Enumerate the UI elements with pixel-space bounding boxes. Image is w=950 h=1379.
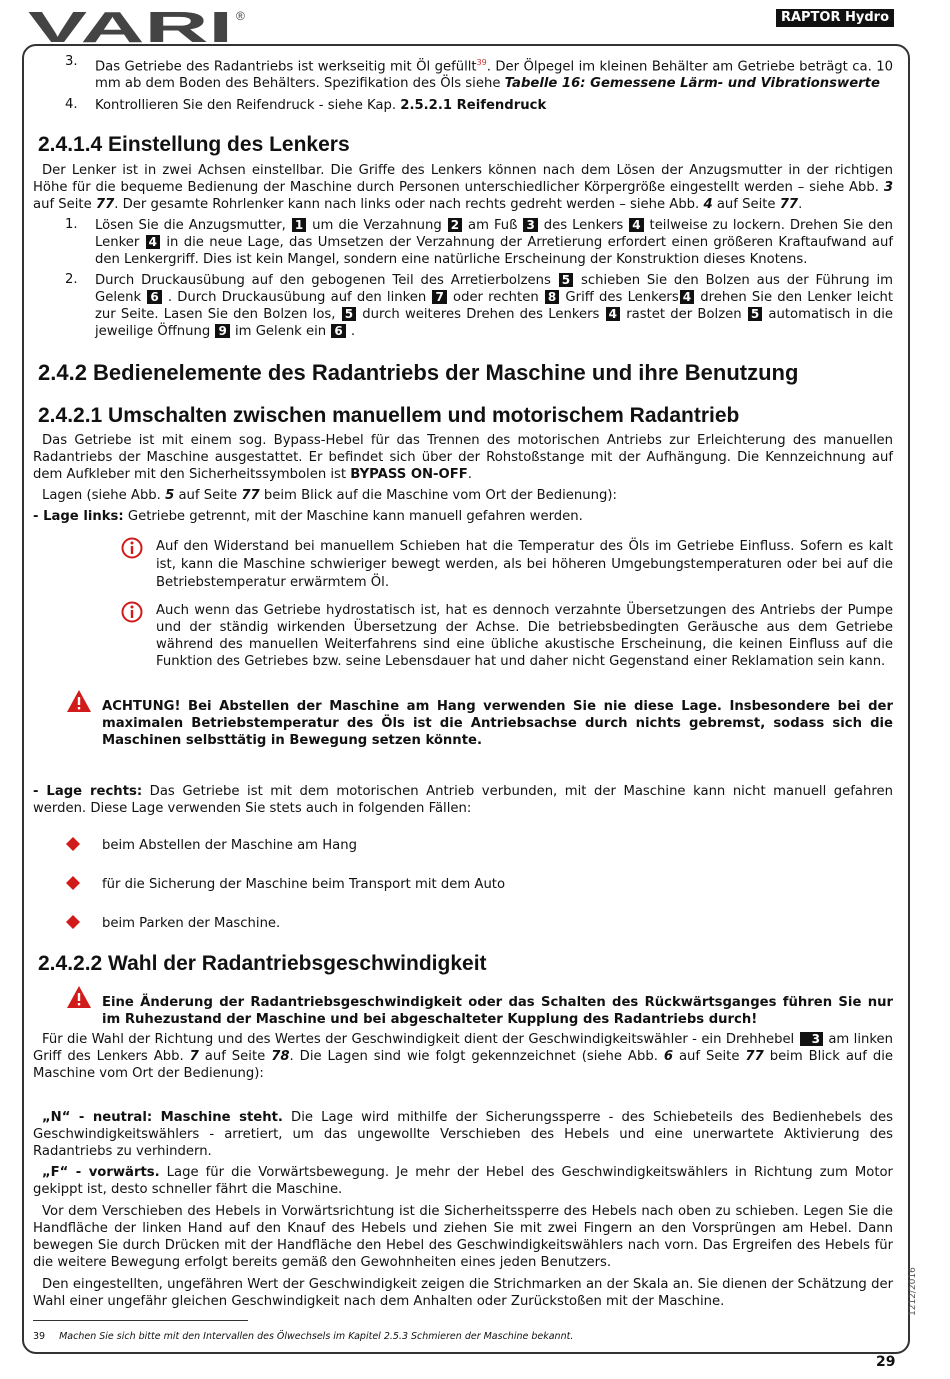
logo-registered: ® — [236, 9, 245, 23]
callout-number: 5 — [559, 273, 573, 287]
page-content — [33, 52, 893, 1310]
model-badge: RAPTOR Hydro — [776, 9, 894, 27]
footnote: 39 Machen Sie sich bitte mit den Intervallen des Ölwechsels im Kapitel 2.5.3 Schmieren der Maschine bekannt. — [33, 1331, 574, 1342]
paragraph: Das Getriebe ist mit einem sog. Bypass-Hebel für das Trennen des motorischen Antriebs zur Erleichterung des manuellen Radantriebs der Maschine ausgestattet. Er befindet sich über der Rohstoßstange mit der Aufhängung. Die Kennzeichnung auf dem Aufkleber mit den Sicherheitssymbolen ist BYPASS ON-OFF. — [33, 433, 893, 483]
warning-note: Eine Änderung der Radantriebsgeschwindigkeit oder das Schalten des Rückwärtsganges führen Sie nur im Ruhezustand der Maschine und bei abgeschalteter Kupplung des Radantriebs durch! — [33, 994, 893, 1028]
logo-text: VARI — [28, 8, 234, 44]
list-item: 1. Lösen Sie die Anzugsmutter, 1 um die Verzahnung 2 am Fuß 3 des Lenkers 4 teilweise zu lockern. Drehen Sie den Lenker 4 in die neue Lage, das Umsetzen der Verzahnung der Arretierung erfordert einen größeren Kraftaufwand auf den Lenkergriff. Dies ist kein Mangel, sondern eine natürliche Erscheinung der Konstruktion dieses Knotens. — [65, 217, 893, 268]
callout-number: 3 — [800, 1032, 823, 1046]
list-item: 2. Durch Druckausübung auf den gebogenen Teil des Arretierbolzens 5 schieben Sie den Bolzen aus der Führung im Gelenk 6 . Durch Druckausübung auf den linken 7 oder rechten 8 Griff des Lenkers 4 drehen Sie den Lenker leicht zur Seite. Lasen Sie den Bolzen los, 5 durch weiteres Drehen des Lenkers 4 rastet der Bolzen 5 automatisch in die jeweilige Öffnung 9 im Gelenk ein 6 . — [65, 272, 894, 340]
list-item: beim Abstellen der Maschine am Hang — [33, 837, 893, 854]
info-icon — [121, 537, 143, 559]
callout-number: 7 — [432, 290, 446, 304]
callout-number: 9 — [215, 324, 229, 338]
footnote-ref[interactable]: 39 — [476, 58, 487, 67]
callout-number: 4 — [680, 290, 694, 304]
paragraph: Den eingestellten, ungefähren Wert der Geschwindigkeit zeigen die Strichmarken an der Skala an. Sie dienen der Schätzung der Wahl einer ungefähr gleichen Geschwindigkeit nach dem Anhalten oder Zurückstoßen mit der Maschine. — [33, 1277, 893, 1310]
callout-number: 5 — [342, 307, 356, 321]
callout-number: 8 — [545, 290, 559, 304]
callout-number: 2 — [448, 218, 462, 232]
callout-number: 3 — [523, 218, 537, 232]
callout-number: 4 — [146, 235, 160, 249]
callout-number: 6 — [331, 324, 345, 338]
footnote-divider — [33, 1320, 248, 1321]
table-reference-link[interactable]: Tabelle 16: Gemessene Lärm- und Vibrationswerte — [504, 76, 880, 92]
paragraph: - Lage links: Getriebe getrennt, mit der Maschine kann manuell gefahren werden. — [33, 509, 583, 525]
info-icon — [121, 601, 143, 623]
diamond-bullet-icon — [65, 836, 81, 852]
page-number: 29 — [876, 1354, 896, 1370]
vari-logo — [28, 8, 252, 44]
paragraph: Lagen (siehe Abb. 5 auf Seite 77 beim Blick auf die Maschine vom Ort der Bedienung): — [42, 488, 617, 504]
list-item: 4. Kontrollieren Sie den Reifendruck - siehe Kap. 2.5.2.1 Reifendruck — [65, 97, 547, 114]
warning-triangle-icon — [66, 985, 92, 1009]
diamond-bullet-icon — [65, 875, 81, 891]
section-heading: 2.4.2 Bedienelemente des Radantriebs der Maschine und ihre Benutzung — [38, 360, 799, 386]
list-item: 3. Das Getriebe des Radantriebs ist werkseitig mit Öl gefüllt$^{39}$. Der Ölpegel im kleinen Behälter am Getriebe beträgt ca. 10 mm ab dem Boden des Behälters. Spezifikation des Öls siehe Tabelle 16: Gemessene Lärm- und Vibrationswerte — [65, 54, 893, 92]
callout-number: 5 — [748, 307, 762, 321]
section-heading: 2.4.2.1 Umschalten zwischen manuellem und motorischem Radantrieb — [38, 404, 740, 428]
list-item: beim Parken der Maschine. — [33, 915, 893, 932]
warning-note: ACHTUNG! Bei Abstellen der Maschine am Hang verwenden Sie nie diese Lage. Insbesondere bei der maximalen Betriebstemperatur des Öls ist die Antriebsachse durch nichts gebremst, sodass sich die Maschinen selbsttätig in Bewegung setzen könnte. — [33, 698, 893, 749]
paragraph: Der Lenker ist in zwei Achsen einstellbar. Die Griffe des Lenkers können nach dem Lösen der Anzugsmutter in der richtigen Höhe für die bequeme Bedienung der Maschine durch Personen unterschiedlicher Körpergröße eingestellt werden – siehe Abb. 3 auf Seite 77. Der gesamte Rohrlenker kann nach links oder nach rechts gedreht werden – siehe Abb. 4 auf Seite 77. — [33, 163, 893, 213]
paragraph: - Lage rechts: Das Getriebe ist mit dem motorischen Antrieb verbunden, mit der Maschine kann nicht manuell gefahren werden. Diese Lage verwenden Sie stets auch in folgenden Fällen: — [33, 784, 893, 817]
paragraph: Für die Wahl der Richtung und des Wertes der Geschwindigkeit dient der Geschwindigkeitswähler - ein Drehhebel 3 am linken Griff des Lenkers Abb. 7 auf Seite 78. Die Lagen sind wie folgt gekennzeichnet (siehe Abb. 6 auf Seite 77 beim Blick auf die Maschine vom Ort der Bedienung): — [33, 1032, 894, 1082]
callout-number: 1 — [292, 218, 306, 232]
document-code: 1212/2016 — [908, 1267, 918, 1316]
list-item: für die Sicherung der Maschine beim Transport mit dem Auto — [33, 876, 893, 893]
paragraph: Vor dem Verschieben des Hebels in Vorwärtsrichtung ist die Sicherheitssperre des Hebels nach oben zu schieben. Legen Sie die Handfläche der linken Hand auf den Knauf des Hebels und ziehen Sie mit zwei Fingern an den Vorsprüngen am Hebel. Dann bewegen Sie durch Drücken mit der Handfläche den Hebel des Geschwindigkeitswählers nach vorn. Das Ergreifen des Hebels für die weitere Bewegung erfolgt bereits gemäß den Gewohnheiten eines jeden Benutzers. — [33, 1204, 893, 1271]
info-note: Auch wenn das Getriebe hydrostatisch ist, hat es dennoch verzahnte Übersetzungen des Antriebs der Pumpe und der ständig wirkenden Übersetzung der Achse. Die betriebsbedingten Geräusche aus dem Getriebe während des manuellen Weiterfahrens sind eine übliche akustische Erscheinung, die keinen Einfluss auf die Funktion des Getriebes bzw. seine Lebensdauer hat und daher nicht Gegenstand einer Reklamation sein kann. — [33, 602, 893, 670]
callout-number: 4 — [629, 218, 643, 232]
callout-number: 6 — [147, 290, 161, 304]
paragraph: „F“ - vorwärts. Lage für die Vorwärtsbewegung. Je mehr der Hebel des Geschwindigkeitswählers in Richtung zum Motor gekippt ist, desto schneller fährt die Maschine. — [33, 1165, 893, 1198]
paragraph: „N“ - neutral: Maschine steht. Die Lage wird mithilfe der Sicherungssperre - des Schiebeteils des Bedienhebels des Geschwindigkeitswählers - arretiert, um das ungewollte Verschieben des Hebels und eine unerwartete Aktivierung des Radantriebs zu verhindern. — [33, 1110, 893, 1160]
section-heading: 2.4.2.2 Wahl der Radantriebsgeschwindigkeit — [38, 952, 487, 976]
callout-number: 4 — [606, 307, 620, 321]
diamond-bullet-icon — [65, 914, 81, 930]
section-heading: 2.4.1.4 Einstellung des Lenkers — [38, 133, 350, 157]
chapter-reference-link[interactable]: 2.5.2.1 Reifendruck — [400, 98, 547, 114]
warning-triangle-icon — [66, 689, 92, 713]
info-note: Auf den Widerstand bei manuellem Schieben hat die Temperatur des Öls im Getriebe Einfluss. Sofern es kalt ist, kann die Maschine schwieriger bewegt werden, als bei höheren Umgebungstemperaturen oder bei auf die Betriebstemperatur erwärmtem Öl. — [33, 538, 893, 592]
